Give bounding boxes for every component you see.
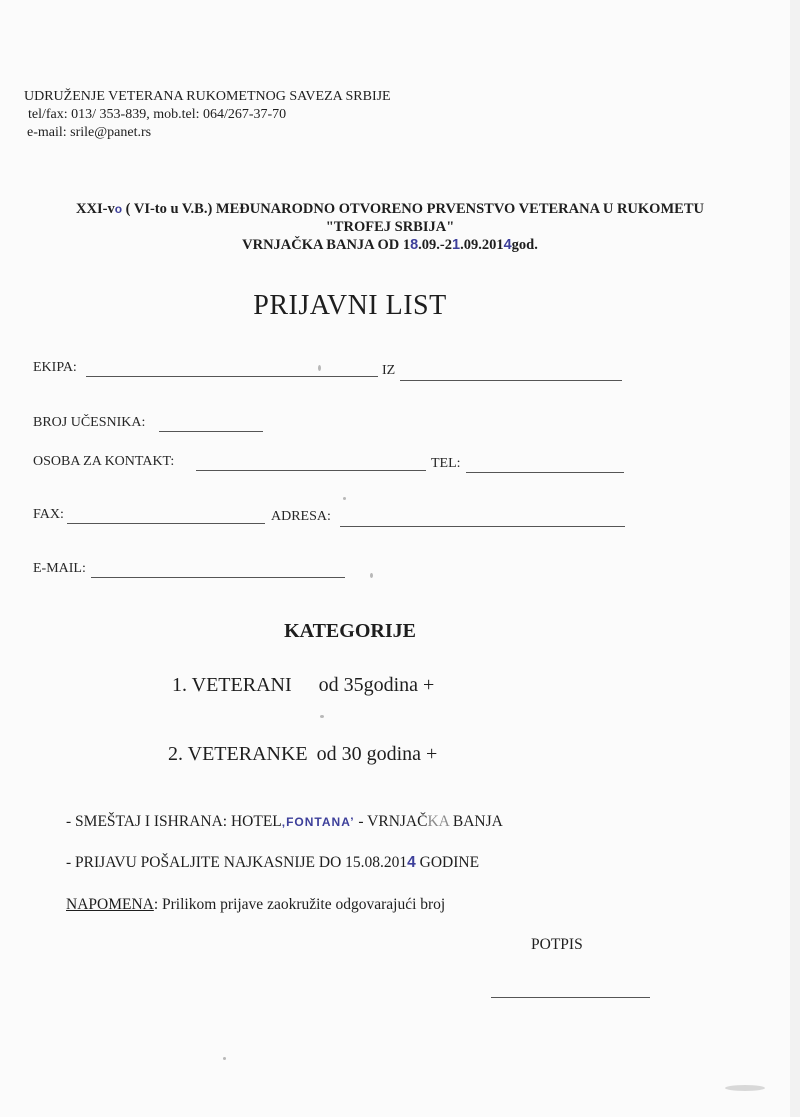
handwritten-correction: 8 [410,237,419,253]
handwritten-hotel-name: ‚FONTANA’ [281,815,355,829]
event-title-line-1: XXI-vo ( VI-to u V.B.) MEĐUNARODNO OTVORENO PRVENSTVO VETERANA U RUKOMETU [76,201,704,217]
handwritten-correction: o [114,202,123,216]
remark-text: : Prilikom prijave zaokružite odgovarajući broj [153,896,446,913]
category-item[interactable] [168,743,437,766]
organization-header [24,88,391,142]
scan-speck [223,1057,226,1060]
note-deadline: - PRIJAVU POŠALJITE NAJKASNIJE DO 15.08.2014 GODINE [66,854,480,871]
handwritten-correction: 4 [407,854,416,871]
field-iz-blank[interactable] [400,380,622,381]
scan-speck [320,715,324,718]
field-fax-blank[interactable] [67,523,265,524]
category-age: od 30 godina + [316,743,438,765]
categories-heading: KATEGORIJE [284,620,416,642]
note-accommodation: - SMEŠTAJ I ISHRANA: HOTEL‚FONTANA’ - VRNJAČKA BANJA [66,813,503,830]
field-label-fax: FAX: [33,507,64,522]
field-label-iz: IZ [382,363,396,378]
field-ekipa-blank[interactable] [86,376,378,377]
category-number: 2. [168,743,183,765]
field-osoba-za-kontakt-blank[interactable] [196,470,426,471]
signature-label: POTPIS [531,936,583,953]
field-adresa-blank[interactable] [340,526,625,527]
event-title-line-2: "TROFEJ SRBIJA" [325,219,455,235]
event-title-block [0,200,770,254]
scan-smudge [725,1085,765,1091]
organization-phones: tel/fax: 013/ 353-839, mob.tel: 064/267-37-70 [28,107,287,122]
form-title: PRIJAVNI LIST [253,290,447,321]
field-label-broj-ucesnika: BROJ UČESNIKA: [33,415,146,430]
scan-speck [343,497,346,500]
handwritten-correction: 1 [452,237,461,253]
field-broj-ucesnika-blank[interactable] [159,431,263,432]
scan-speck [370,573,373,578]
field-email-blank[interactable] [91,577,345,578]
category-age: od 35godina + [318,674,435,696]
field-tel-blank[interactable] [466,472,624,473]
category-name: VETERANKE [187,743,308,765]
field-label-osoba-za-kontakt: OSOBA ZA KONTAKT: [33,454,175,469]
field-label-email: E-MAIL: [33,561,86,576]
remark-label: NAPOMENA [66,896,154,913]
scan-page-edge [790,0,800,1117]
handwritten-correction: 4 [503,237,512,253]
field-label-adresa: ADRESA: [271,509,331,524]
category-item[interactable] [172,674,434,697]
signature-line[interactable] [491,997,650,998]
organization-name: UDRUŽENJE VETERANA RUKOMETNOG SAVEZA SRBIJE [24,89,391,104]
field-label-tel: TEL: [431,456,461,471]
field-label-ekipa: EKIPA: [33,360,77,375]
organization-email: e-mail: srile@panet.rs [27,125,152,140]
category-number: 1. [172,674,187,696]
category-name: VETERANI [191,674,292,696]
note-remark [66,896,445,914]
scan-speck [318,365,321,371]
event-title-line-3: VRNJAČKA BANJA OD 18.09.-21.09.2014god. [242,237,538,253]
